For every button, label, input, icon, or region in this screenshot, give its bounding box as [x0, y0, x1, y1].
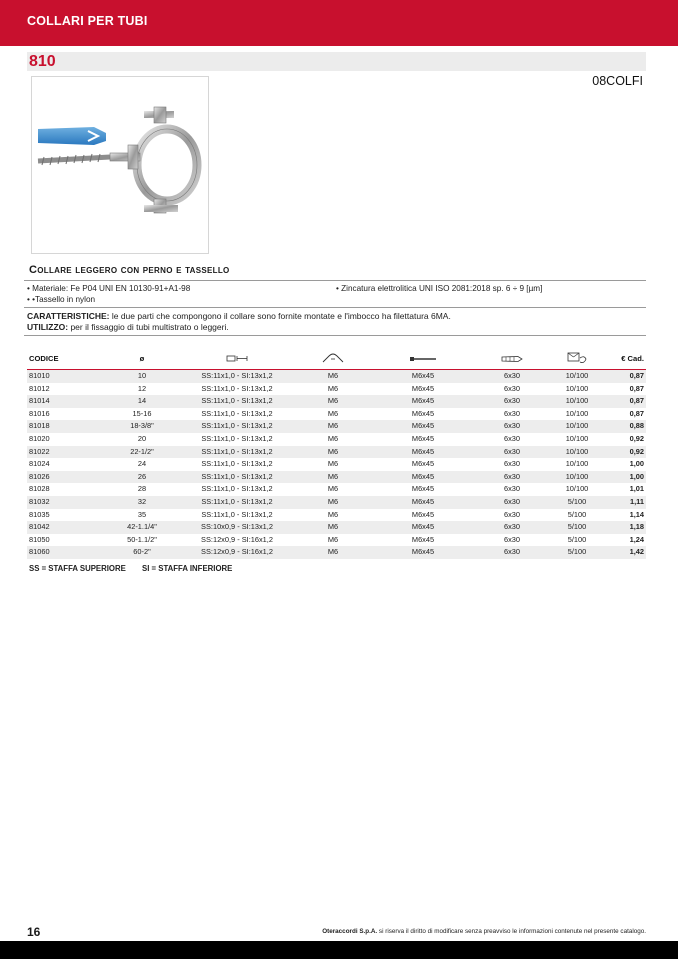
- cell-screw: M6x45: [411, 433, 435, 443]
- cell-thread: M6: [287, 420, 379, 433]
- table-header-row: [27, 347, 646, 370]
- cell-thread: M6: [327, 534, 339, 544]
- cell-plug: 6x30: [503, 383, 521, 393]
- cell-code: 81026: [27, 471, 97, 484]
- cell-screw: M6x45: [411, 509, 435, 519]
- product-code: 810: [29, 53, 56, 70]
- cell-screw: M6x45: [411, 408, 435, 418]
- cell-strap: SS:11x1,0 - SI:13x1,2: [201, 383, 273, 393]
- cell-pack: 10/100: [557, 370, 597, 383]
- col-diameter-header: ø: [97, 347, 187, 370]
- cell-price: 0,87: [597, 395, 646, 408]
- cell-pack: 5/100: [557, 496, 597, 509]
- cell-code: 81032: [27, 496, 97, 509]
- spec-zinc: • Zincatura elettrolitica UNI ISO 2081:2018 sp. 6 ÷ 9 [µm]: [336, 284, 543, 293]
- cell-strap: SS:11x1,0 - SI:13x1,2: [201, 408, 273, 418]
- cell-code: 81020: [29, 433, 50, 443]
- wall-plug-icon: [500, 355, 524, 363]
- cell-thread: M6: [327, 484, 339, 494]
- cell-price: 1,18: [597, 521, 646, 534]
- cell-code: 81050: [29, 534, 50, 544]
- cell-price: 0,87: [629, 383, 644, 393]
- cell-pack: 5/100: [557, 521, 597, 534]
- table-row: [27, 420, 646, 433]
- table-row: [27, 471, 646, 484]
- usage-text: per il fissaggio di tubi multistrato o leggeri.: [68, 322, 229, 332]
- cell-thread: M6: [327, 433, 339, 443]
- cell-plug: 6x30: [467, 546, 557, 559]
- cell-price: 1,42: [597, 546, 646, 559]
- cell-strap: SS:11x1,0 - SI:13x1,2: [187, 496, 287, 509]
- cell-diameter: 26: [97, 471, 187, 484]
- cell-pack: 10/100: [565, 433, 589, 443]
- section-title: COLLARI PER TUBI: [27, 14, 148, 28]
- cell-screw: M6x45: [379, 395, 467, 408]
- cell-screw: M6x45: [379, 521, 467, 534]
- cell-price: 1,00: [629, 459, 644, 469]
- features-text: le due parti che compongono il collare sono fornite montate e l'imbocco ha filettatura 6MA.: [109, 311, 451, 321]
- cell-thread: M6: [327, 459, 339, 469]
- cell-pack: 5/100: [567, 534, 587, 544]
- cell-code: 81012: [29, 383, 50, 393]
- disclaimer-text: si riserva il diritto di modificare senza preavviso le informazioni contenute nel presente catalogo.: [377, 928, 646, 935]
- cell-strap: SS:11x1,0 - SI:13x1,2: [201, 484, 273, 494]
- table-row: [27, 408, 646, 421]
- cell-screw: M6x45: [411, 534, 435, 544]
- cell-plug: 6x30: [467, 370, 557, 383]
- cell-strap: SS:12x0,9 - SI:16x1,2: [201, 534, 273, 544]
- usage-line: [27, 322, 229, 332]
- cell-plug: 6x30: [503, 534, 521, 544]
- cell-pack: 5/100: [567, 509, 587, 519]
- cell-screw: M6x45: [379, 420, 467, 433]
- table-row: [27, 483, 646, 496]
- cell-strap: SS:11x1,0 - SI:13x1,2: [187, 446, 287, 459]
- product-table: [27, 347, 646, 559]
- legend-si: SI = STAFFA INFERIORE: [142, 564, 233, 573]
- table-row: [27, 534, 646, 547]
- col-thread-header: [287, 347, 379, 370]
- col-strap-header: [187, 347, 287, 370]
- cell-plug: 6x30: [503, 459, 521, 469]
- cell-price: 1,14: [629, 509, 644, 519]
- cell-price: 1,01: [629, 484, 644, 494]
- cell-plug: 6x30: [467, 446, 557, 459]
- header-bar: [0, 0, 678, 46]
- cell-diameter: 20: [137, 433, 147, 443]
- cell-strap: SS:11x1,0 - SI:13x1,2: [187, 395, 287, 408]
- cell-plug: 6x30: [467, 395, 557, 408]
- col-plug-header: [467, 347, 557, 370]
- cell-thread: M6: [287, 370, 379, 383]
- features-label: CARATTERISTICHE:: [27, 311, 110, 321]
- cell-screw: M6x45: [379, 496, 467, 509]
- divider: [24, 307, 646, 308]
- cell-code: 81028: [29, 484, 50, 494]
- divider: [24, 280, 646, 281]
- cell-code: 81060: [27, 546, 97, 559]
- cell-thread: M6: [287, 546, 379, 559]
- col-price-header: € Cad.: [597, 347, 646, 370]
- table-row: [27, 395, 646, 408]
- cell-thread: M6: [287, 471, 379, 484]
- cell-screw: M6x45: [411, 383, 435, 393]
- cell-thread: M6: [327, 509, 339, 519]
- cell-diameter: 14: [97, 395, 187, 408]
- thread-nut-icon: [322, 352, 344, 364]
- cell-diameter: 35: [137, 509, 147, 519]
- cell-thread: M6: [287, 395, 379, 408]
- cell-thread: M6: [287, 521, 379, 534]
- cell-screw: M6x45: [379, 546, 467, 559]
- cell-diameter: 32: [97, 496, 187, 509]
- cell-code: 81035: [29, 509, 50, 519]
- cell-thread: M6: [287, 496, 379, 509]
- legend-ss: SS = STAFFA SUPERIORE: [29, 564, 126, 573]
- cell-plug: 6x30: [503, 509, 521, 519]
- col-pack-header: [557, 347, 597, 370]
- cell-price: 0,88: [597, 420, 646, 433]
- cell-plug: 6x30: [467, 496, 557, 509]
- cell-diameter: 15-16: [132, 408, 152, 418]
- cell-plug: 6x30: [467, 471, 557, 484]
- spec-material: • Materiale: Fe P04 UNI EN 10130-91+A1-98: [27, 284, 191, 293]
- cell-pack: 10/100: [557, 446, 597, 459]
- cell-plug: 6x30: [503, 408, 521, 418]
- table-body: [27, 370, 646, 559]
- cell-pack: 10/100: [565, 459, 589, 469]
- col-code-header: CODICE: [27, 347, 97, 370]
- cell-plug: 6x30: [467, 420, 557, 433]
- table-row: [27, 546, 646, 559]
- reference-code: 08COLFI: [592, 74, 643, 88]
- cell-code: 81018: [27, 420, 97, 433]
- cell-pack: 10/100: [557, 395, 597, 408]
- legend: [29, 564, 246, 573]
- cell-code: 81016: [29, 408, 50, 418]
- cell-plug: 6x30: [503, 433, 521, 443]
- product-code-bar: [27, 52, 646, 71]
- cell-price: 0,87: [597, 370, 646, 383]
- cell-thread: M6: [327, 408, 339, 418]
- table-row: [27, 433, 646, 446]
- cell-screw: M6x45: [411, 484, 435, 494]
- screw-icon: [409, 356, 437, 362]
- features-line: [27, 311, 451, 321]
- cell-price: 1,11: [597, 496, 646, 509]
- cell-diameter: 12: [137, 383, 147, 393]
- spec-plug: • •Tassello in nylon: [27, 295, 96, 304]
- cell-plug: 6x30: [467, 521, 557, 534]
- cell-code: 81024: [29, 459, 50, 469]
- cell-strap: SS:11x1,0 - SI:13x1,2: [187, 420, 287, 433]
- cell-pack: 10/100: [565, 383, 589, 393]
- cell-code: 81010: [27, 370, 97, 383]
- cell-code: 81022: [27, 446, 97, 459]
- cell-diameter: 18-3/8": [97, 420, 187, 433]
- cell-pack: 10/100: [565, 484, 589, 494]
- cell-diameter: 50-1.1/2": [127, 534, 157, 544]
- cell-price: 1,24: [629, 534, 644, 544]
- table-row: [27, 496, 646, 509]
- cell-strap: SS:11x1,0 - SI:13x1,2: [187, 370, 287, 383]
- product-title: Collare leggero con perno e tassello: [29, 264, 230, 276]
- cell-strap: SS:11x1,0 - SI:13x1,2: [201, 459, 273, 469]
- cell-screw: M6x45: [411, 459, 435, 469]
- cell-pack: 10/100: [565, 408, 589, 418]
- cell-thread: M6: [327, 383, 339, 393]
- cell-screw: M6x45: [379, 446, 467, 459]
- cell-price: 0,87: [629, 408, 644, 418]
- table-row: [27, 370, 646, 383]
- divider: [24, 335, 646, 336]
- cell-price: 0,92: [597, 446, 646, 459]
- cell-pack: 10/100: [557, 471, 597, 484]
- product-photo: [31, 76, 209, 254]
- cell-diameter: 22-1/2": [97, 446, 187, 459]
- cell-strap: SS:10x0,9 - SI:13x1,2: [187, 521, 287, 534]
- cell-strap: SS:11x1,0 - SI:13x1,2: [187, 471, 287, 484]
- cell-screw: M6x45: [379, 471, 467, 484]
- table-row: [27, 521, 646, 534]
- cell-strap: SS:11x1,0 - SI:13x1,2: [201, 509, 273, 519]
- cell-pack: 5/100: [557, 546, 597, 559]
- cell-code: 81014: [27, 395, 97, 408]
- col-screw-header: [379, 347, 467, 370]
- cell-diameter: 42-1.1/4": [97, 521, 187, 534]
- cell-diameter: 24: [137, 459, 147, 469]
- cell-thread: M6: [287, 446, 379, 459]
- footer-bar: [0, 941, 678, 959]
- table-row: [27, 446, 646, 459]
- table-row: [27, 458, 646, 471]
- cell-price: 1,00: [597, 471, 646, 484]
- usage-label: UTILIZZO:: [27, 322, 69, 332]
- disclaimer: [322, 928, 646, 935]
- company-name: Oteraccordi S.p.A.: [322, 928, 378, 935]
- cell-code: 81042: [27, 521, 97, 534]
- pipe-clamp-image: [32, 77, 208, 253]
- cell-strap: SS:12x0,9 - SI:16x1,2: [187, 546, 287, 559]
- packaging-box-icon: [566, 351, 588, 365]
- cell-price: 0,92: [629, 433, 644, 443]
- strap-thickness-icon: [226, 354, 248, 363]
- cell-diameter: 10: [97, 370, 187, 383]
- cell-diameter: 60-2": [97, 546, 187, 559]
- cell-strap: SS:11x1,0 - SI:13x1,2: [201, 433, 273, 443]
- page-number: 16: [27, 925, 41, 939]
- table-row: [27, 509, 646, 522]
- cell-pack: 10/100: [557, 420, 597, 433]
- cell-diameter: 28: [137, 484, 147, 494]
- cell-plug: 6x30: [503, 484, 521, 494]
- table-row: [27, 383, 646, 396]
- cell-screw: M6x45: [379, 370, 467, 383]
